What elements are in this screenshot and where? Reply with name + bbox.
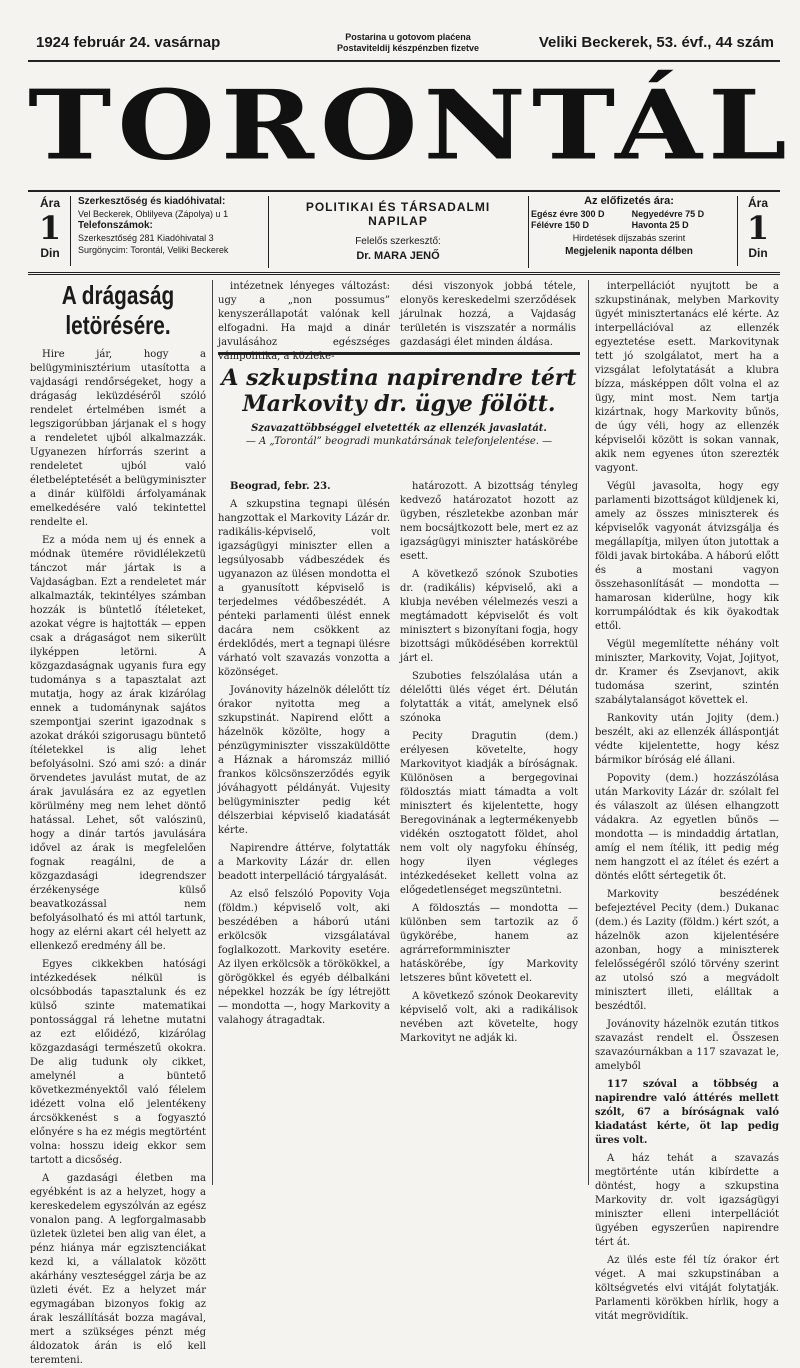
info-band [28, 192, 780, 275]
phone-numbers: Szerkesztőség 281 Kiadóhivatal 3 [78, 233, 214, 243]
column-lead-article [30, 280, 213, 1366]
postal-note [318, 32, 498, 54]
vote-result: 117 szóval a többség a napirendre való áttérés mellett szólt, 67 a bíróságnak való kiadatást kérte, öt lap pedig üres volt. [595, 1079, 779, 1146]
masthead [28, 62, 793, 192]
editorial-address: Vel Beckerek, Oblilyeva (Zápolya) u 1 [78, 209, 229, 219]
subscription-row [529, 209, 729, 220]
postal-line-1: Postarina u gotovom plaćena [345, 32, 471, 42]
tagline: POLITIKAI ÉS TÁRSADALMI NAPILAP [305, 200, 491, 228]
feature-paragraph: Végül javasolta, hogy egy parlamenti bizottságot küldjenek ki, amely az összes miniszterek és képviselők vagyonát átvizsgálja és megállapítja, milyen úton jutottak a földi javak birtokába. A háború előtt és a mostani vagyon összehasonlítását — mondotta — hamarosan kiderülne, hogy kik korrumpálódtak és kik öyakodtak ettől. [595, 481, 779, 632]
feature-paragraph: A ház tehát a szavazás megtörténte után kibírdette a döntést, hogy a szkupstina Markovity dr. volt igazságügyi miniszter elleni interpellációt ügyében egyszerűen napirendre tért át. [595, 1153, 779, 1248]
price-value: 1 [746, 209, 770, 247]
phone-title: Telefonszámok: [78, 220, 153, 231]
feature-paragraph: Jovánovity házelnök délelőtt tíz órakor nyitotta meg a szkupstinát. Napirend előtt a házelnök közölte, hogy a pénzügyminiszter visszaküldötte a Háznak a háromszáz millió frankos kölcsönszerződés egyik jóváhagyott példányát. Vujesity belügyminiszter pedig két délszerbiai képviselő kiadatását kérte. [218, 685, 390, 836]
subscription-row [529, 220, 729, 231]
feature-title: A szkupstina napirendre tért Markovity dr. ügye fölött. [221, 365, 577, 417]
subscription-table [529, 209, 729, 231]
subscription-cell: Félévre 150 D [531, 220, 590, 230]
telegram-address: Surgönycim: Torontál, Veliki Beckerek [78, 245, 229, 255]
price-box-left [30, 196, 71, 266]
subscription-title: Az előfizetés ára: [584, 195, 674, 207]
feature-paragraph: A földosztás — mondotta — különben sem tartozik az ő ügykörébe, hanem az agrárreformminiszter hatáskörébe, így Markovity letszeres bűnt követett el. [400, 903, 578, 984]
editor-label: Felelős szerkesztő: [355, 236, 441, 247]
lead-paragraph: A gazdasági életben ma egyébként is az a helyzet, hogy a kereskedelem egyszólván az egész vonalon pang. A legforgalmasabb üzletek üzletei ben alig van élet, a pénz hiánya már egzisztenciákat kezd ki, a vállalatok között akárhány veszteséggel zárja be az üzleti évét. Ez a helyzet már egymagában bizonyos fokig az árak leszállítását bozza magával, mert a szükséges pénzt még áldozatok árán is elő kell teremteni. [30, 1173, 206, 1366]
feature-paragraph: határozott. A bizottság tényleg kedvező határozatot hozott az ügyben, részletekbe azonban már nem bocsájtkozott bele, mert ez az igazságügyi miniszter hatáskörébe esett. [400, 481, 578, 562]
feature-column-2 [218, 480, 390, 1185]
lead-paragraph: Egyes cikkekben hatósági intézkedések nélkül is olcsóbbodás tapasztalunk és ez külső szinte matematikai pontossággal rá lehetne mutatni az ezt előidéző, kizárólag közgazdasági természetű okokra. De alig tudunk oly cikket, amelynél a büntető következményektől való félelem idézett volna elő jelentékeny árcsökkenést s a fogyasztó előnyére s ha ez mégis megtörtént volna: hosszu ideig ekkor sem tartott a dicsőség. [30, 959, 206, 1166]
issue-date: 1924 február 24. vasárnap [36, 34, 221, 51]
publication-note: Megjelenik naponta délben [565, 246, 693, 257]
place-and-issue: Veliki Beckerek, 53. évf., 44 szám [538, 34, 774, 51]
lead-article-title: A drágaság letörésére. [61, 280, 175, 340]
subscription-cell: Negyedévre 75 D [631, 209, 705, 219]
subscription-cell: Havonta 25 D [631, 220, 689, 230]
feature-paragraph: Popovity (dem.) hozzászólása után Markovity Lázár dr. szólalt fel és válaszolt az ülésen elhangzott vádakra. Az egyetlen bűnös — mondotta — is mindaddig ártatlan, amíg el nem ítélik, itt pedig még nem hangzott el az ítélet és ezért a döntés előtt sértegetik őt. [595, 773, 779, 882]
price-box-right [737, 196, 778, 266]
feature-paragraph: Napirendre áttérve, folytatták a Markovity Lázár dr. ellen beadott interpelláció tárgyalását. [218, 843, 390, 882]
feature-column-3 [400, 480, 578, 1185]
column-2-top [218, 280, 390, 362]
editor-name: Dr. MARA JENŐ [356, 250, 440, 262]
column-3-top [400, 280, 576, 346]
ads-note: Hirdetések díjszabás szerint [572, 233, 686, 243]
feature-reporter-line: — A „Torontál” beogradi munkatársának telefonjelentése. — [245, 436, 553, 447]
price-label: Ára [39, 196, 60, 210]
feature-paragraph: interpellációt nyujtott be a szkupstinának, melyben Markovity ügyét minisztertanács elé kérte. Az interpellációval az ellenzék egyeztetése esett. Markovitynak tett jó szolgálatot, mert ha a vizsgálat lefolytatását a klubra bízza, másképpen dőlt volna el az ügy, mint most. Nem tartja kizártnak, hogy Markovity bűnös, de úgy véli, hogy az ellenzék képviselői között is sokan vannak, akik nem egyenes úton szerezték vagyont. [595, 281, 779, 474]
feature-paragraph: Végül megemlítette néhány volt miniszter, Markovity, Vojat, Jojityot, dr. Kramer és Zsevjanovt, akik tudomása szerint, szintén szabálytalanságot követtek el. [595, 639, 779, 706]
feature-paragraph: A következő szónok Deokarevity képviselő volt, aki a radikálisok nevében azt követelte, hogy Markovityt ne adják ki. [400, 991, 578, 1044]
price-currency: Din [748, 246, 768, 260]
editorial-office [78, 196, 269, 268]
lead-paragraph: Ez a móda nem uj és ennek a módnak ütemére rövidlélekzetü tánczot már jártak is a Vajdaságban. Ezt a rendeletet már alkalmazták, tekintélyes számban hozzák is büntetlő ítéleteket, azokat végre is hajtották — eppen csak a drágaságot nem sikerült ilyképpen letörni. A közgazdaságnak ugyanis fura egy tudománya s a tapasztalat azt mutatja, hogy az árak kizárólag ennek a tudománynak sajátos szempontjai szerint igazodnak s azokat drákói szigorusagu büntető ítéletekkel is alig lehet befolyásolni. Szó ami szó: a dinár örvendetes javulást mutat, de az árak javulására ez az egyetlen körülmény meg nem lehet döntő hatással. Lehet, sőt valószinü, hogy a dinár tartós javulására idővel az árak is megfelelően fognak reagálni, de a közgazdasági idegrendszer érzékenysége külső beavatkozással nem befolyásolható és mi attól tartunk, hogy az elérni akart cél helyett az ellenkező eredmény áll be. [30, 535, 206, 952]
column-4 [588, 280, 779, 1322]
feature-paragraph: Rankovity után Jojity (dem.) beszélt, aki az ellenzék álláspontját védte kijelentette, hogy kész bármikor bíróság elé állani. [595, 713, 779, 766]
center-info [274, 200, 522, 262]
feature-paragraph: Az első felszóló Popovity Voja (földm.) képviselő volt, aki beszédében a háború utáni erkölcsök vizsgálatával foglalkozott. Markovity esetére. Az ilyen erkölcsök a törökökkel, a görögökkel és egyéb délbalkáni népekkel hozzák be így létrejött — mondotta —, hogy Markovity a valahogy átragadtak. [218, 889, 390, 1026]
price-currency: Din [40, 246, 60, 260]
continuation-paragraph: intézetnek lényeges változást: ugy a „non possumus” kenyszerállapotát valónak kell elfogadni. Ha majd a dinár javulásához egészséges vámpolitika, a közleke- [218, 281, 390, 362]
dateline: Beograd, febr. 23. [230, 481, 331, 492]
feature-paragraph: Jovánovity házelnök ezután titkos szavazást rendelt el. Összesen szavazóurnákban a 117 szavazat le, amelyből [595, 1019, 779, 1072]
price-value: 1 [38, 209, 62, 247]
feature-paragraph: Az ülés este fél tíz órakor ért véget. A mai szkupstinában a költségvetés elvi vitáját folytatják. Parlamenti körökben hírlik, hogy a vitát megrövidítik. [595, 1255, 779, 1322]
newspaper-page [28, 30, 793, 1366]
postal-line-2: Postaviteldij készpénzben fizetve [336, 43, 480, 53]
feature-paragraph: A szkupstina tegnapi ülésén hangzottak el Markovity Lázár dr. radikális-képviselő, volt igazságügyi miniszter ellen a legsúlyosabb vádbeszédek és ugyanazon az ülésen mondotta el a gyanusított képviselő is terjedelmes védőbeszédét. A pénteki parlamenti ülést ennek dacára nem csökkent az érdeklődés, mert a tegnapi ülésre várható volt szavazás vonzotta a közönséget. [218, 499, 390, 678]
feature-paragraph: Pecity Dragutin (dem.) erélyesen követelte, hogy Markovityot kiadják a bíróságnak. Különösen a bergegovinai földosztás miatt támadta a volt minisztert és kijelentette, hogy Beregovinának a legtermékenyebb vidékén osztogatott földet, ahol nem volt oly nagyfoku éhínség, hogy ilyen végleges intézkedéseket kellett volna az előgedetlenséget megszüntetni. [400, 731, 578, 896]
newspaper-title: TORONTÁL [28, 69, 793, 182]
subscription-box [528, 196, 729, 268]
continuation-paragraph: dési viszonyok jobbá tétele, elonyös kereskedelmi szerződések járulnak hozzá, a Vajdaság területén is viszszatér a normális gazdasági élet minden áldása. [400, 281, 576, 348]
price-label: Ára [747, 196, 768, 210]
lead-paragraph: Hire jár, hogy a belügyminisztérium utasította a vajdasági rendőrségeket, hogy a drágaság leküzdéséről szóló rendelet értelmében ismét a legszigorúbban járjanak el s hogy a rendeletet ujból alkalmazzák. Ugyanezen hírforrás szerint a rendeletet ujból való életbeléptetését a belügyminiszter a dinár külföldi árfolyamának emelkedésére való tekintettel rendelte el. [30, 349, 206, 528]
top-line [28, 30, 780, 62]
feature-subtitle: Szavazattöbbséggel elvetették az ellenzék javaslatát. [251, 423, 547, 434]
feature-headline-block [218, 352, 580, 475]
feature-paragraph: A következő szónok Szuboties dr. (radikális) képviselő, aki a klubja nevében vélelmezés veszi a megtámadott képviselőt és volt minisztert s bizonyítani fogja, hogy bizottsági működésében korrektül járt el. [400, 569, 578, 664]
feature-paragraph: Markovity beszédének befejeztével Pecity (dem.) Dukanac (dem.) és Lazity (földm.) kért szót, a házelnök azon kijelentésére azonban, hogy a miniszterek felelősségéről szóló törvény szerint az utolsó szó a megvádolt minisztert illeti, elálltak a beszédtől. [595, 889, 779, 1012]
feature-paragraph: Szuboties felszólalása után a délelőtti ülés véget ért. Délután folytatták a vitát, amelynek első szónoka [400, 671, 578, 724]
editorial-title: Szerkesztőség és kiadóhivatal: [78, 196, 226, 207]
subscription-cell: Egész évre 300 D [531, 209, 605, 219]
